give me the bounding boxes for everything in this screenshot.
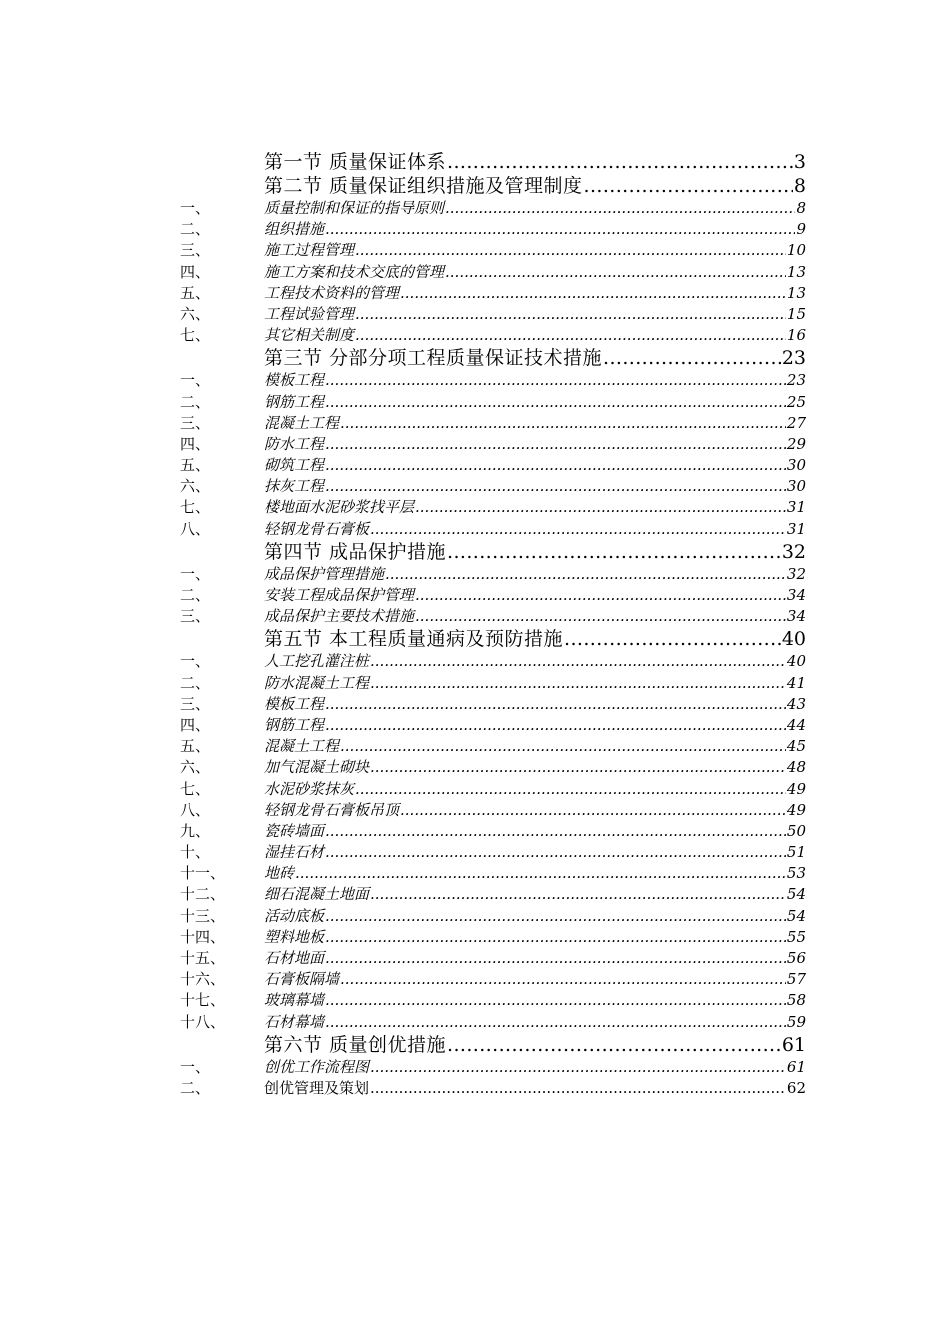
toc-dot-leader bbox=[447, 1033, 781, 1057]
toc-entry-title: 创优管理及策划 bbox=[264, 1078, 370, 1097]
toc-section-entry[interactable] bbox=[180, 346, 806, 370]
toc-dot-leader bbox=[295, 863, 786, 884]
toc-item-entry[interactable] bbox=[180, 651, 806, 672]
toc-dot-leader bbox=[370, 1057, 786, 1078]
toc-page-number: 40 bbox=[786, 652, 806, 671]
toc-page-number: 51 bbox=[786, 843, 806, 862]
toc-entry-number: 十二、 bbox=[180, 885, 226, 904]
toc-entry-number: 六、 bbox=[180, 758, 211, 777]
toc-dot-leader bbox=[370, 673, 786, 694]
toc-item-entry[interactable] bbox=[180, 434, 806, 455]
toc-dot-leader bbox=[370, 519, 786, 540]
toc-item-entry[interactable] bbox=[180, 1057, 806, 1078]
toc-entry-title: 混凝土工程 bbox=[264, 737, 340, 756]
toc-page-number: 56 bbox=[786, 949, 806, 967]
toc-entry-title: 轻钢龙骨石膏板 bbox=[264, 519, 370, 538]
toc-page-number: 61 bbox=[786, 1057, 806, 1076]
toc-dot-leader bbox=[400, 283, 786, 304]
toc-dot-leader bbox=[325, 842, 786, 863]
toc-item-entry[interactable] bbox=[180, 262, 806, 283]
toc-section-entry[interactable] bbox=[180, 540, 806, 564]
toc-page-number: 40 bbox=[781, 628, 806, 651]
toc-dot-leader bbox=[445, 198, 795, 219]
toc-page-number: 49 bbox=[786, 800, 806, 819]
toc-entry-title: 第六节 质量创优措施 bbox=[264, 1033, 447, 1056]
toc-item-entry[interactable] bbox=[180, 694, 806, 715]
toc-item-entry[interactable] bbox=[180, 325, 806, 346]
toc-dot-leader bbox=[325, 219, 795, 240]
toc-entry-title: 混凝土工程 bbox=[264, 413, 340, 432]
toc-entry-title: 水泥砂浆抹灰 bbox=[264, 779, 355, 798]
toc-entry-title: 抹灰工程 bbox=[264, 477, 325, 496]
toc-entry-number: 五、 bbox=[180, 456, 211, 475]
toc-entry-title: 楼地面水泥砂浆找平层 bbox=[264, 498, 415, 517]
toc-page-number: 8 bbox=[796, 199, 806, 217]
toc-entry-title: 轻钢龙骨石膏板吊顶 bbox=[264, 800, 400, 819]
toc-page-number: 41 bbox=[786, 673, 806, 692]
toc-page-number: 32 bbox=[781, 540, 806, 563]
toc-dot-leader bbox=[325, 434, 786, 455]
toc-dot-leader bbox=[584, 174, 793, 198]
toc-entry-title: 活动底板 bbox=[264, 906, 325, 925]
toc-item-entry[interactable] bbox=[180, 413, 806, 434]
toc-entry-title: 工程试验管理 bbox=[264, 304, 355, 323]
toc-entry-number: 十三、 bbox=[180, 906, 226, 925]
toc-page-number: 13 bbox=[786, 262, 806, 281]
toc-item-entry[interactable] bbox=[180, 283, 806, 304]
toc-entry-number: 九、 bbox=[180, 821, 211, 840]
toc-entry-number: 二、 bbox=[180, 586, 211, 604]
toc-dot-leader bbox=[564, 627, 781, 651]
toc-page-number: 61 bbox=[781, 1033, 806, 1056]
toc-item-entry[interactable] bbox=[180, 564, 806, 585]
toc-item-entry[interactable] bbox=[180, 392, 806, 413]
toc-item-entry[interactable] bbox=[180, 370, 806, 391]
toc-entry-title: 细石混凝土地面 bbox=[264, 885, 370, 904]
toc-page-number: 45 bbox=[786, 737, 806, 756]
toc-item-entry[interactable] bbox=[180, 476, 806, 497]
toc-entry-title: 砌筑工程 bbox=[264, 456, 325, 475]
toc-entry-title: 第二节 质量保证组织措施及管理制度 bbox=[264, 175, 583, 197]
toc-entry-number: 十五、 bbox=[180, 949, 226, 967]
toc-entry-title: 创优工作流程图 bbox=[264, 1057, 370, 1076]
toc-entry-number: 十七、 bbox=[180, 991, 226, 1010]
toc-dot-leader bbox=[400, 800, 786, 821]
toc-entry-title: 加气混凝土砌块 bbox=[264, 758, 370, 777]
toc-entry-number: 四、 bbox=[180, 434, 211, 453]
toc-entry-number: 一、 bbox=[180, 371, 211, 390]
toc-dot-leader bbox=[370, 757, 786, 778]
toc-page-number: 49 bbox=[786, 779, 806, 798]
toc-item-entry[interactable] bbox=[180, 455, 806, 476]
toc-entry-number: 七、 bbox=[180, 326, 211, 345]
toc-item-entry[interactable] bbox=[180, 715, 806, 736]
toc-page-number: 55 bbox=[786, 927, 806, 946]
toc-page-number: 53 bbox=[786, 864, 806, 883]
toc-dot-leader bbox=[325, 455, 786, 476]
toc-item-entry[interactable] bbox=[180, 969, 806, 990]
toc-entry-number: 六、 bbox=[180, 477, 211, 496]
toc-page-number: 58 bbox=[786, 991, 806, 1010]
toc-page-number: 29 bbox=[786, 434, 806, 453]
toc-entry-number: 三、 bbox=[180, 413, 211, 432]
toc-section-entry[interactable] bbox=[180, 174, 806, 198]
toc-entry-number: 十一、 bbox=[180, 864, 226, 883]
toc-dot-leader bbox=[355, 240, 786, 261]
toc-entry-title: 模板工程 bbox=[264, 371, 325, 390]
toc-page-number: 27 bbox=[786, 413, 806, 432]
toc-dot-leader bbox=[340, 736, 786, 757]
toc-dot-leader bbox=[370, 1078, 786, 1099]
toc-entry-number: 十八、 bbox=[180, 1012, 226, 1031]
toc-entry-number: 三、 bbox=[180, 694, 211, 713]
toc-entry-number: 一、 bbox=[180, 652, 211, 671]
toc-item-entry[interactable] bbox=[180, 497, 806, 518]
toc-item-entry[interactable] bbox=[180, 906, 806, 927]
toc-dot-leader bbox=[415, 585, 786, 606]
toc-entry-title: 湿挂石材 bbox=[264, 843, 325, 862]
toc-entry-number: 七、 bbox=[180, 498, 211, 517]
toc-page-number: 9 bbox=[796, 220, 806, 239]
toc-entry-title: 石膏板隔墙 bbox=[264, 970, 340, 989]
toc-dot-leader bbox=[325, 1012, 786, 1033]
toc-item-entry[interactable] bbox=[180, 519, 806, 540]
toc-entry-title: 石材地面 bbox=[264, 949, 325, 967]
toc-entry-title: 瓷砖墙面 bbox=[264, 821, 325, 840]
toc-entry-number: 二、 bbox=[180, 220, 211, 239]
toc-item-entry[interactable] bbox=[180, 1012, 806, 1033]
toc-entry-title: 防水工程 bbox=[264, 434, 325, 453]
toc-entry-title: 施工方案和技术交底的管理 bbox=[264, 262, 445, 281]
toc-entry-title: 玻璃幕墙 bbox=[264, 991, 325, 1010]
toc-page-number: 32 bbox=[786, 564, 806, 583]
toc-entry-title: 模板工程 bbox=[264, 694, 325, 713]
toc-item-entry[interactable] bbox=[180, 304, 806, 325]
toc-item-entry[interactable] bbox=[180, 606, 806, 627]
toc-dot-leader bbox=[325, 927, 786, 948]
toc-page-number: 25 bbox=[786, 392, 806, 411]
toc-entry-title: 其它相关制度 bbox=[264, 326, 355, 345]
toc-dot-leader bbox=[370, 651, 786, 672]
toc-entry-number: 八、 bbox=[180, 519, 211, 538]
toc-dot-leader bbox=[325, 948, 786, 969]
toc-entry-title: 防水混凝土工程 bbox=[264, 673, 370, 692]
toc-page-number: 48 bbox=[786, 758, 806, 777]
toc-entry-title: 人工挖孔灌注桩 bbox=[264, 652, 370, 671]
toc-dot-leader bbox=[325, 694, 786, 715]
toc-dot-leader bbox=[370, 884, 786, 905]
toc-entry-title: 第三节 分部分项工程质量保证技术措施 bbox=[264, 347, 603, 370]
toc-entry-title: 成品保护管理措施 bbox=[264, 564, 385, 583]
toc-page-number: 31 bbox=[786, 519, 806, 538]
toc-entry-number: 二、 bbox=[180, 673, 211, 692]
toc-dot-leader bbox=[415, 497, 786, 518]
toc-entry-number: 一、 bbox=[180, 199, 211, 217]
toc-page-number: 57 bbox=[786, 970, 806, 989]
toc-item-entry[interactable] bbox=[180, 198, 806, 219]
toc-page-number: 16 bbox=[786, 326, 806, 345]
toc-dot-leader bbox=[445, 262, 786, 283]
toc-page-number: 34 bbox=[786, 607, 806, 626]
toc-page-number: 23 bbox=[786, 371, 806, 390]
toc-entry-number: 一、 bbox=[180, 1057, 211, 1076]
toc-entry-title: 安装工程成品保护管理 bbox=[264, 586, 415, 604]
toc-dot-leader bbox=[447, 540, 781, 564]
toc-item-entry[interactable] bbox=[180, 927, 806, 948]
toc-page-number: 54 bbox=[786, 906, 806, 925]
toc-entry-number: 十六、 bbox=[180, 970, 226, 989]
toc-entry-number: 六、 bbox=[180, 304, 211, 323]
toc-dot-leader bbox=[603, 346, 781, 370]
toc-page-number: 62 bbox=[786, 1078, 806, 1097]
toc-item-entry[interactable] bbox=[180, 673, 806, 694]
toc-page-number: 34 bbox=[786, 586, 806, 604]
toc-section-entry[interactable] bbox=[180, 1033, 806, 1057]
toc-page-number: 10 bbox=[786, 241, 806, 260]
toc-page-number: 31 bbox=[786, 498, 806, 517]
toc-dot-leader bbox=[385, 564, 786, 585]
toc-section-entry[interactable] bbox=[180, 150, 806, 174]
toc-dot-leader bbox=[340, 969, 786, 990]
toc-entry-number: 一、 bbox=[180, 564, 211, 583]
toc-entry-title: 施工过程管理 bbox=[264, 241, 355, 260]
toc-page-number: 8 bbox=[793, 175, 806, 197]
toc-entry-title: 第五节 本工程质量通病及预防措施 bbox=[264, 628, 564, 651]
toc-item-entry[interactable] bbox=[180, 1078, 806, 1099]
toc-entry-title: 工程技术资料的管理 bbox=[264, 283, 400, 302]
toc-entry-number: 三、 bbox=[180, 241, 211, 260]
toc-dot-leader bbox=[325, 821, 786, 842]
toc-page-number: 30 bbox=[786, 456, 806, 475]
toc-entry-title: 组织措施 bbox=[264, 220, 325, 239]
toc-item-entry[interactable] bbox=[180, 884, 806, 905]
toc-dot-leader bbox=[355, 779, 786, 800]
toc-entry-number: 二、 bbox=[180, 392, 211, 411]
toc-entry-title: 第一节 质量保证体系 bbox=[264, 151, 447, 173]
toc-item-entry[interactable] bbox=[180, 800, 806, 821]
toc-dot-leader bbox=[325, 392, 786, 413]
toc-entry-number: 五、 bbox=[180, 737, 211, 756]
toc-page-number: 59 bbox=[786, 1012, 806, 1031]
toc-item-entry[interactable] bbox=[180, 240, 806, 261]
toc-item-entry[interactable] bbox=[180, 821, 806, 842]
toc-page-number: 44 bbox=[786, 715, 806, 734]
toc-page-number: 13 bbox=[786, 283, 806, 302]
toc-dot-leader bbox=[415, 606, 786, 627]
toc-page-number: 3 bbox=[793, 151, 806, 173]
toc-dot-leader bbox=[325, 715, 786, 736]
toc-entry-title: 钢筋工程 bbox=[264, 715, 325, 734]
toc-entry-number: 十四、 bbox=[180, 927, 226, 946]
toc-entry-number: 七、 bbox=[180, 779, 211, 798]
toc-item-entry[interactable] bbox=[180, 842, 806, 863]
toc-item-entry[interactable] bbox=[180, 757, 806, 778]
toc-entry-number: 二、 bbox=[180, 1078, 211, 1097]
toc-dot-leader bbox=[340, 413, 786, 434]
toc-entry-title: 质量控制和保证的指导原则 bbox=[264, 199, 445, 217]
toc-dot-leader bbox=[355, 304, 786, 325]
toc-entry-title: 第四节 成品保护措施 bbox=[264, 540, 447, 563]
toc-entry-number: 八、 bbox=[180, 800, 211, 819]
toc-entry-number: 三、 bbox=[180, 607, 211, 626]
toc-page-number: 15 bbox=[786, 304, 806, 323]
toc-dot-leader bbox=[325, 906, 786, 927]
toc-entry-number: 五、 bbox=[180, 283, 211, 302]
toc-item-entry[interactable] bbox=[180, 948, 806, 969]
toc-section-entry[interactable] bbox=[180, 627, 806, 651]
toc-entry-title: 塑料地板 bbox=[264, 927, 325, 946]
toc-entry-number: 十、 bbox=[180, 843, 211, 862]
toc-item-entry[interactable] bbox=[180, 990, 806, 1011]
toc-entry-title: 成品保护主要技术措施 bbox=[264, 607, 415, 626]
toc-dot-leader bbox=[355, 325, 786, 346]
toc-item-entry[interactable] bbox=[180, 779, 806, 800]
toc-entry-title: 石材幕墙 bbox=[264, 1012, 325, 1031]
toc-dot-leader bbox=[325, 990, 786, 1011]
toc-item-entry[interactable] bbox=[180, 585, 806, 606]
toc-dot-leader bbox=[325, 370, 786, 391]
toc-item-entry[interactable] bbox=[180, 219, 806, 240]
toc-page-number: 54 bbox=[786, 885, 806, 904]
toc-page-number: 23 bbox=[781, 347, 806, 370]
toc-entry-title: 地砖 bbox=[264, 864, 295, 883]
toc-dot-leader bbox=[325, 476, 786, 497]
table-of-contents bbox=[180, 150, 806, 1099]
toc-page-number: 50 bbox=[786, 821, 806, 840]
toc-entry-title: 钢筋工程 bbox=[264, 392, 325, 411]
toc-item-entry[interactable] bbox=[180, 736, 806, 757]
toc-page-number: 43 bbox=[786, 694, 806, 713]
toc-dot-leader bbox=[447, 150, 793, 174]
toc-entry-number: 四、 bbox=[180, 262, 211, 281]
toc-item-entry[interactable] bbox=[180, 863, 806, 884]
toc-entry-number: 四、 bbox=[180, 715, 211, 734]
toc-page-number: 30 bbox=[786, 477, 806, 496]
